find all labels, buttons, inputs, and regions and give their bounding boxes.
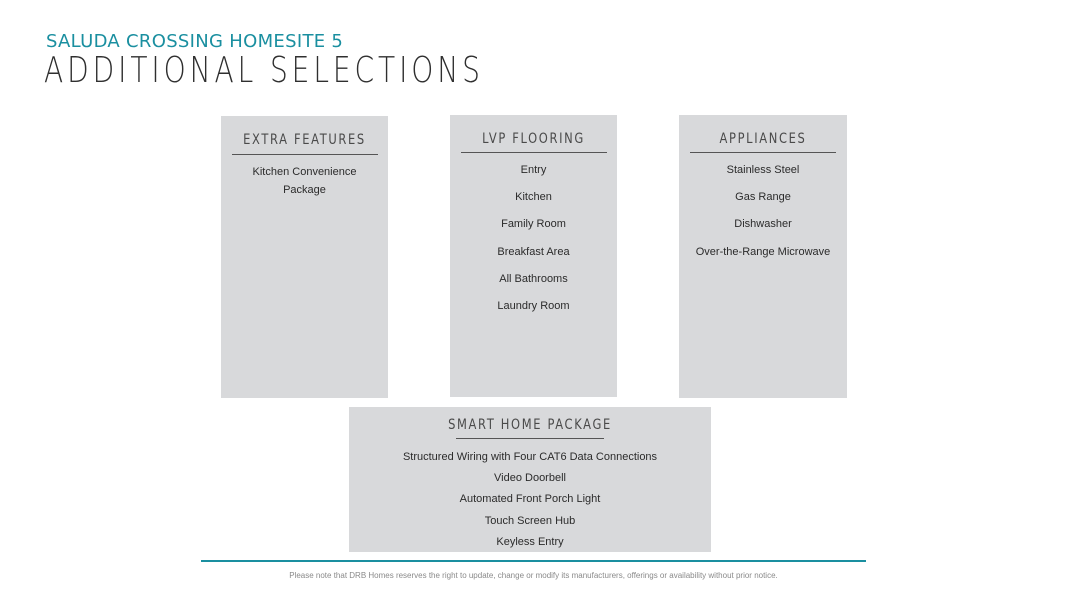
list-item: All Bathrooms (499, 272, 568, 285)
smart-home-package-card (349, 407, 711, 552)
lvp-flooring-card (450, 115, 617, 397)
page-title: ADDITIONAL SELECTIONS (44, 50, 484, 91)
list-item: Kitchen Convenience Package (252, 166, 357, 196)
list-item: Touch Screen Hub (484, 514, 576, 527)
extra-features-heading: EXTRA FEATURES (243, 132, 366, 148)
list-item: Gas Range (735, 191, 791, 204)
list-item: Family Room (501, 218, 566, 231)
list-item: Breakfast Area (497, 245, 570, 258)
lvp-flooring-list (450, 157, 617, 320)
list-item: Video Doorbell (494, 472, 566, 485)
community-subtitle: SALUDA CROSSING HOMESITE 5 (46, 31, 344, 52)
lvp-flooring-heading: LVP FLOORING (482, 131, 585, 147)
extra-features-list (221, 163, 388, 199)
list-item: Dishwasher (734, 218, 792, 231)
footer-divider (201, 560, 866, 562)
appliances-card (679, 115, 847, 398)
list-item: Laundry Room (497, 300, 570, 313)
disclaimer-text: Please note that DRB Homes reserves the right to update, change or modify its manufacturers, offerings or availability without prior notice. (289, 571, 778, 580)
divider (232, 154, 378, 155)
divider (690, 152, 836, 153)
list-item: Kitchen (515, 191, 552, 204)
smart-home-heading: SMART HOME PACKAGE (448, 417, 612, 433)
list-item: Keyless Entry (496, 535, 564, 548)
appliances-list (679, 157, 847, 266)
divider (461, 152, 607, 153)
list-item: Automated Front Porch Light (459, 493, 601, 506)
list-item: Stainless Steel (726, 164, 800, 176)
extra-features-card (221, 116, 388, 398)
divider (456, 438, 604, 439)
list-item: Entry (520, 164, 547, 176)
smart-home-list (349, 447, 711, 553)
appliances-heading: APPLIANCES (719, 131, 807, 147)
list-item: Structured Wiring with Four CAT6 Data Connections (402, 451, 658, 463)
list-item: Over-the-Range Microwave (695, 245, 831, 258)
